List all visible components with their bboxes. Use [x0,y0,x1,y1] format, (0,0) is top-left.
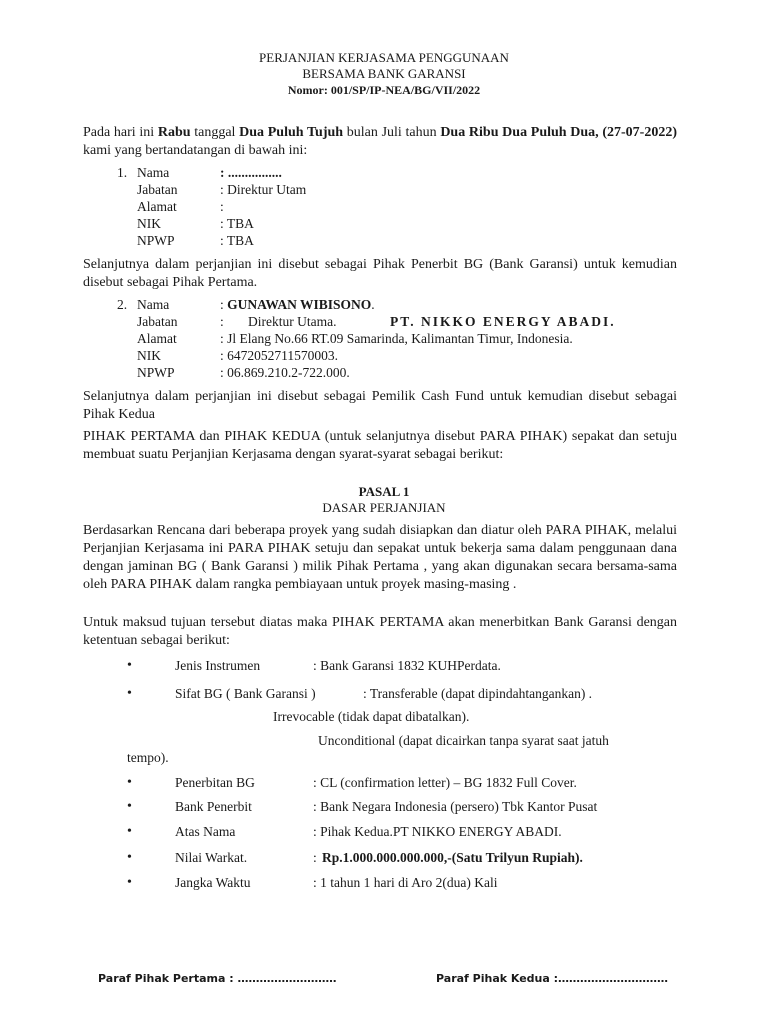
bullet-icon: • [127,824,132,839]
agreement-paragraph: PIHAK PERTAMA dan PIHAK KEDUA (untuk selanjutnya disebut PARA PIHAK) sepakat dan setuju membuat suatu Perjanjian Kerjasama dengan syarat-syarat sebagai berikut: [83,429,677,462]
intro-paragraph: Pada hari ini Rabu tanggal Dua Puluh Tujuh bulan Juli tahun Dua Ribu Dua Puluh Dua, (27-07-2022) kami yang bertandatangan di bawah ini: [83,125,678,158]
party1-number: 1. [117,165,128,180]
pasal-paragraph-2: Untuk maksud tujuan tersebut diatas maka PIHAK PERTAMA akan menerbitkan Bank Garansi dengan ketentuan sebagai berikut: [83,615,677,648]
term-irrevocable: Irrevocable (tidak dapat dibatalkan). [273,709,470,724]
paraf-pihak-pertama: Paraf Pihak Pertama : ……………………… [98,972,337,985]
doc-title-line2: BERSAMA BANK GARANSI [302,66,466,81]
bullet-icon: • [127,875,132,890]
bullet-icon: • [127,775,132,790]
term-unconditional: Unconditional (dapat dicairkan tanpa syarat saat jatuh [318,733,609,748]
term-tempo: tempo). [127,750,169,765]
party2-number: 2. [117,297,128,312]
pasal-title: PASAL 1 [358,484,410,499]
bullet-icon: • [127,686,132,701]
bullet-icon: • [127,658,132,673]
bullet-icon: • [127,850,132,865]
doc-number: Nomor: 001/SP/IP-NEA/BG/VII/2022 [287,83,481,97]
party2-company: PT. NIKKO ENERGY ABADI. [390,314,616,329]
party1-closing: Selanjutnya dalam perjanjian ini disebut sebagai Pihak Penerbit BG (Bank Garansi) untuk kemudian disebut sebagai Pihak Pertama. [83,257,677,290]
bullet-icon: • [127,799,132,814]
document-page: PERJANJIAN KERJASAMA PENGGUNAAN BERSAMA BANK GARANSI Nomor: 001/SP/IP-NEA/BG/VII/2022 Pada hari ini Rabu tanggal Dua Puluh Tujuh bulan Juli tahun Dua Ribu Dua Puluh Dua, (27-07-2022) kami yang bertandatangan di bawah ini: 1. Nama : ................ Jabatan : Direktur Utam Alamat : NIK : TBA NPWP : TBA Selanjutnya dalam perjanjian ini disebut sebagai Pihak Penerbit BG (Bank Garansi) untuk kemudian disebut sebagai Pihak Pertama. 2. Nama : GUNAWAN WIBISONO. Jabatan : Direktur Utama. PT. NIKKO ENERGY ABADI. Alamat : Jl Elang No.66 RT.09 Samarinda, Kalimantan Timur, Indonesia. NIK : 6472052711570003. NPWP : 06.869.210.2-722.000. Selanjutnya dalam perjanjian ini disebut sebagai Pemilik Cash Fund untuk kemudian disebut sebagai Pihak Kedua PIHAK PERTAMA dan PIHAK KEDUA (untuk selanjutnya disebut PARA PIHAK) sepakat dan setuju membuat suatu Perjanjian Kerjasama dengan syarat-syarat sebagai berikut: PASAL 1 DASAR PERJANJIAN Berdasarkan Rencana dari beberapa proyek yang sudah disiapkan dan diatur oleh PARA PIHAK, melalui Perjanjian Kerjasama ini PARA PIHAK setuju dan sepakat untuk bekerja sama dalam penggunaan dana dengan jaminan BG ( Bank Garansi ) milik Pihak Pertama , yang akan digunakan secara bersama-sama oleh PARA PIHAK dalam rangka pembiayaan untuk proyek masing-masing . Untuk maksud tujuan tersebut diatas maka PIHAK PERTAMA akan menerbitkan Bank Garansi dengan ketentuan sebagai berikut: • Jenis Instrumen : Bank Garansi 1832 KUHPerdata. • Sifat BG ( Bank Garansi ) : Transferable (dapat dipindahtangankan) . Irrevocable (tidak dapat dibatalkan). Unconditional (dapat dicairkan tanpa syarat saat jatuh tempo). • Penerbitan BG : CL (confirmation letter) – BG 1832 Full Cover. • Bank Penerbit : Bank Negara Indonesia (persero) Tbk Kantor Pusat • Atas Nama : Pihak Kedua.PT NIKKO ENERGY ABADI. • Nilai Warkat. : Rp.1.000.000.000.000,-(Satu Trilyun Rupiah). • Jangka Waktu : 1 tahun 1 hari di Aro 2(dua) Kali Paraf Pihak Pertama : ……………………… Paraf Pihak Kedua :………………………… [0,0,768,1024]
pasal-paragraph-1: Berdasarkan Rencana dari beberapa proyek yang sudah disiapkan dan diatur oleh PARA PIHAK, melalui Perjanjian Kerjasama ini PARA PIHAK setuju dan sepakat untuk bekerja sama dalam penggunaan dana dengan jaminan BG ( Bank Garansi ) milik Pihak Pertama , yang akan digunakan secara bersama-sama oleh PARA PIHAK dalam rangka pembiayaan untuk proyek masing-masing . [83,523,677,592]
party2-closing: Selanjutnya dalam perjanjian ini disebut sebagai Pemilik Cash Fund untuk kemudian disebut sebagai Pihak Kedua [83,389,677,422]
paraf-pihak-kedua: Paraf Pihak Kedua :………………………… [436,972,669,985]
doc-title-line1: PERJANJIAN KERJASAMA PENGGUNAAN [259,50,509,65]
pasal-subtitle: DASAR PERJANJIAN [322,500,446,515]
